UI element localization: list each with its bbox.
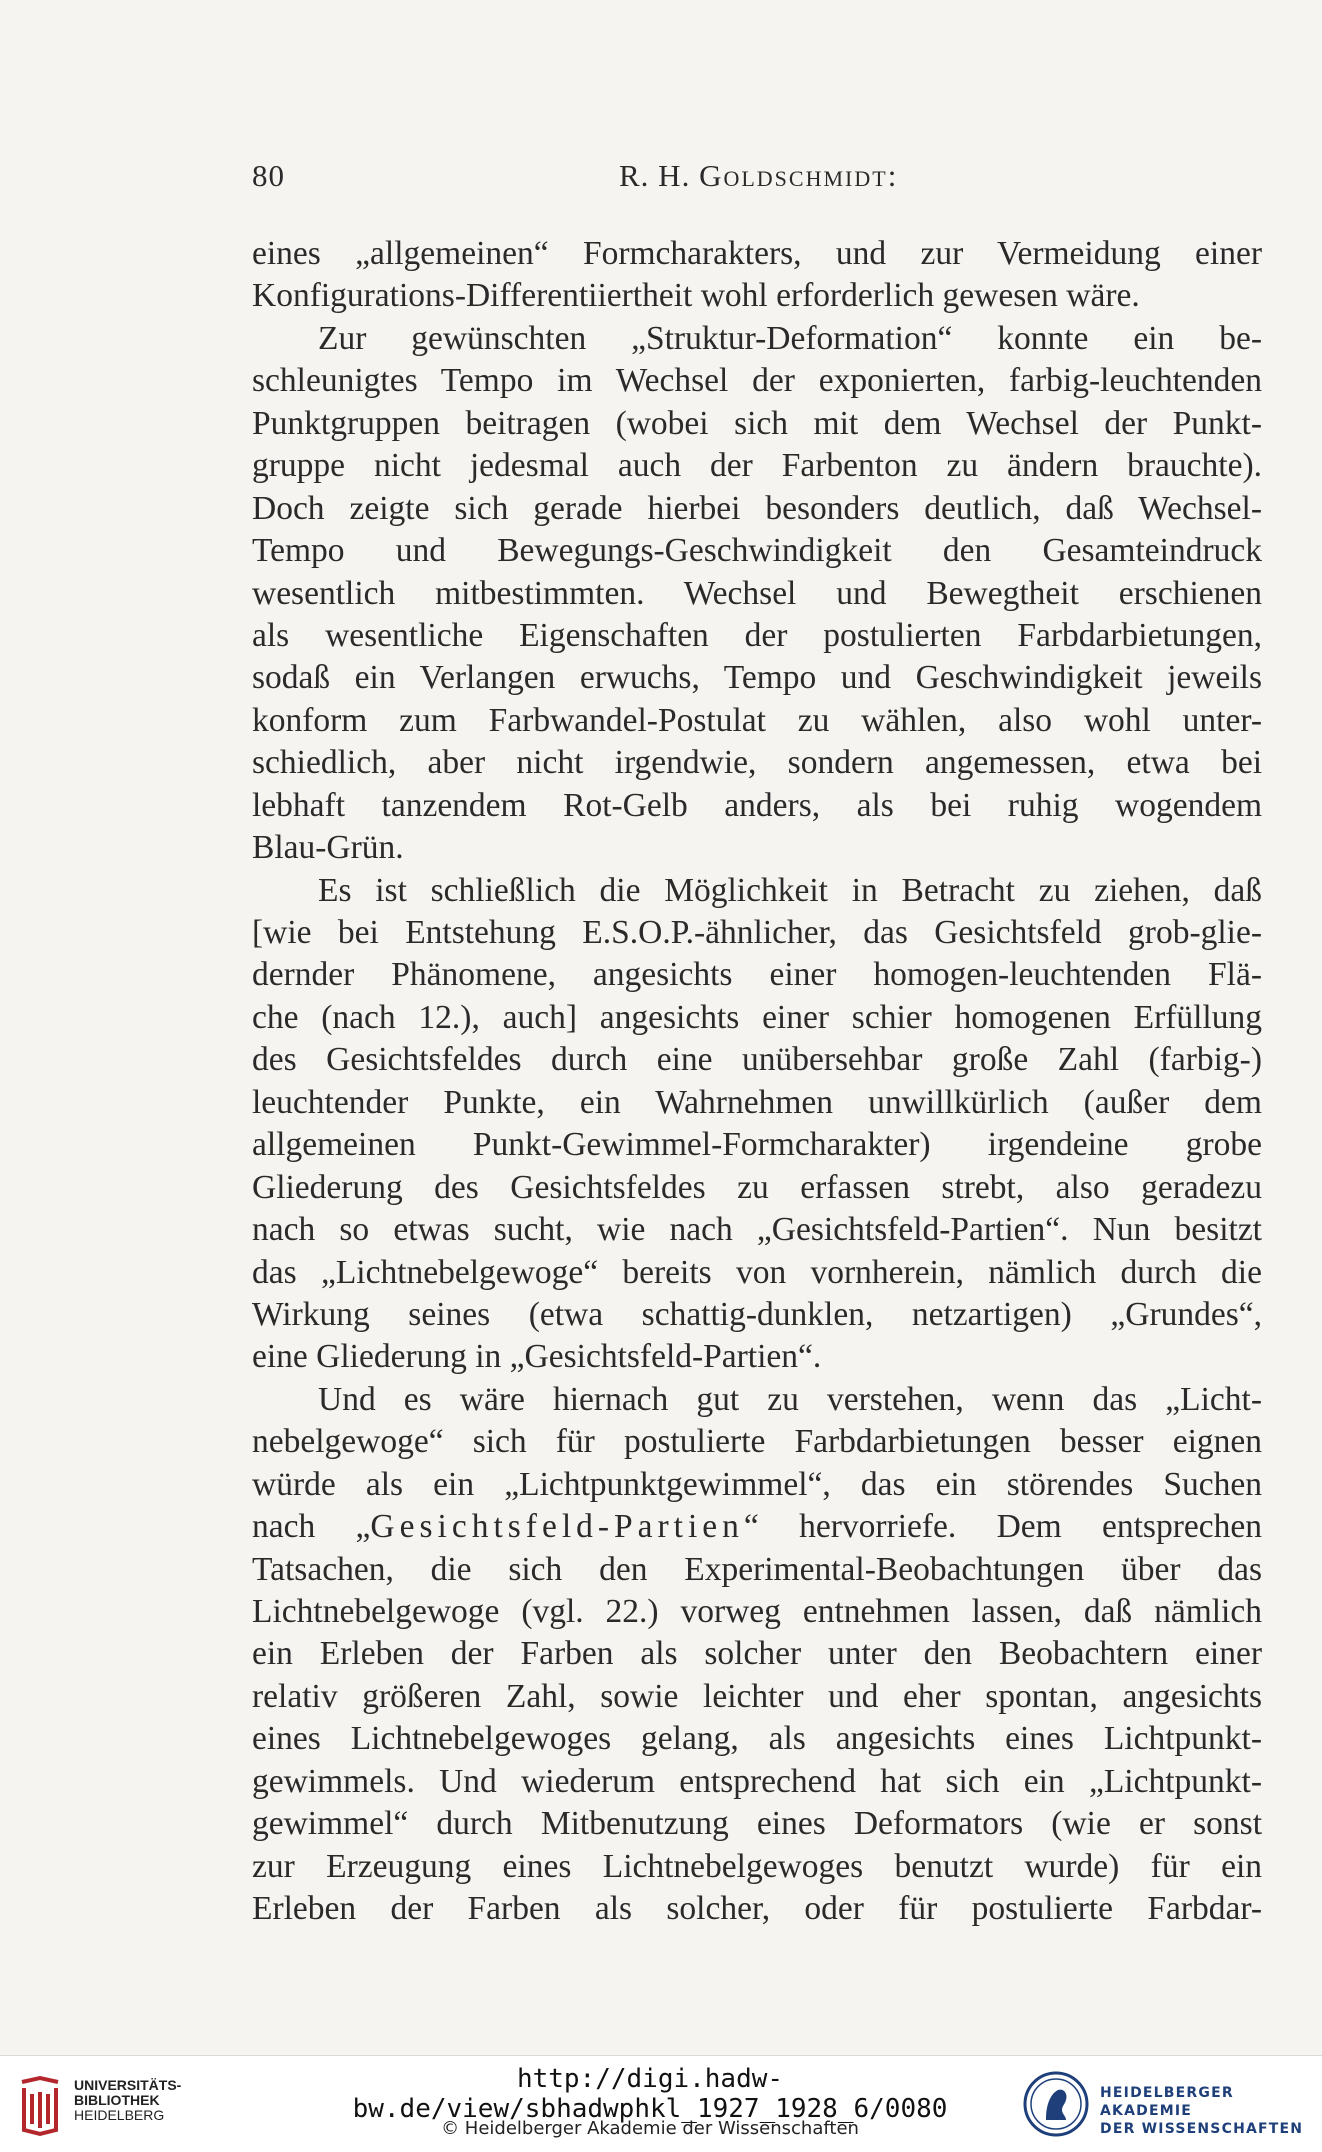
- author-surname: Goldschmidt:: [699, 158, 899, 193]
- text-line: Punktgruppen beitragen (wobei sich mit dem Wechsel der Punkt-: [252, 404, 1262, 442]
- text-line: relativ größeren Zahl, sowie leichter und eher spontan, angesichts: [252, 1677, 1262, 1715]
- text-line: Tatsachen, die sich den Experimental-Beobachtungen über das: [252, 1550, 1262, 1588]
- text-line: zur Erzeugung eines Lichtnebelgewoges benutzt wurde) für ein: [252, 1847, 1262, 1885]
- text-line: Tempo und Bewegungs-Geschwindigkeit den Gesamteindruck: [252, 532, 1262, 570]
- spaced-emphasis: Gesichtsfeld-Partien: [370, 1508, 744, 1546]
- page-number: 80: [252, 158, 285, 193]
- text-line: Erleben der Farben als solcher, oder für postulierte Farbdar-: [252, 1890, 1262, 1928]
- running-head: [252, 158, 1262, 198]
- text-line: Es ist schließlich die Möglichkeit in Betracht zu ziehen, daß: [318, 871, 1262, 909]
- text-line: dernder Phänomene, angesichts einer homogen-leuchtenden Flä-: [252, 956, 1262, 994]
- author-initials: R. H.: [619, 158, 700, 193]
- text-line: eine Gliederung in „Gesichtsfeld-Partien“.: [252, 1338, 822, 1376]
- academy-name-line1: HEIDELBERGER AKADEMIE: [1100, 2085, 1234, 2119]
- text-fragment: nach „: [252, 1508, 371, 1546]
- academy-name-line2: DER WISSENSCHAFTEN: [1100, 2121, 1304, 2137]
- library-name: [74, 2078, 181, 2123]
- body-text: [252, 233, 1262, 1931]
- text-line: gewimmel“ durch Mitbenutzung eines Deformators (wie er sonst: [252, 1805, 1262, 1843]
- text-line: [wie bei Entstehung E.S.O.P.-ähnlicher, das Gesichtsfeld grob-glie-: [252, 914, 1262, 951]
- viewer-footer: [0, 2055, 1322, 2152]
- text-line: che (nach 12.), auch] angesichts einer schier homogenen Erfüllung: [252, 998, 1262, 1036]
- text-line: als wesentliche Eigenschaften der postulierten Farbdarbietungen,: [252, 616, 1262, 654]
- copyright-notice: © Heidelberger Akademie der Wissenschaften: [441, 2118, 859, 2139]
- text-line: Und es wäre hiernach gut zu verstehen, wenn das „Licht-: [318, 1380, 1262, 1418]
- text-line: [252, 1506, 1262, 1548]
- university-library-logo-icon: [14, 2074, 66, 2138]
- text-line: Lichtnebelgewoge (vgl. 22.) vorweg entnehmen lassen, daß nämlich: [252, 1593, 1262, 1630]
- text-line: gewimmels. Und wiederum entsprechend hat sich ein „Lichtpunkt-: [252, 1762, 1262, 1800]
- text-line: konform zum Farbwandel-Postulat zu wählen, also wohl unter-: [252, 701, 1262, 739]
- text-line: würde als ein „Lichtpunktgewimmel“, das ein störendes Suchen: [252, 1465, 1262, 1503]
- text-line: leuchtender Punkte, ein Wahrnehmen unwillkürlich (außer dem: [252, 1083, 1262, 1121]
- text-line: schleunigtes Tempo im Wechsel der exponierten, farbig-leuchtenden: [252, 362, 1262, 400]
- text-line: Konfigurations-Differentiiertheit wohl erforderlich gewesen wäre.: [252, 277, 1140, 315]
- library-name-line1: UNIVERSITÄTS-: [74, 2077, 182, 2093]
- text-line: Zur gewünschten „Struktur-Deformation“ konnte ein be-: [318, 319, 1262, 357]
- text-line: wesentlich mitbestimmten. Wechsel und Bewegtheit erschienen: [252, 574, 1262, 612]
- text-line: nach so etwas sucht, wie nach „Gesichtsfeld-Partien“. Nun besitzt: [252, 1211, 1262, 1249]
- text-line: sodaß ein Verlangen erwuchs, Tempo und Geschwindigkeit jeweils: [252, 659, 1262, 697]
- text-line: Gliederung des Gesichtsfeldes zu erfassen strebt, also geradezu: [252, 1168, 1262, 1206]
- text-line: Wirkung seines (etwa schattig-dunklen, netzartigen) „Grundes“,: [252, 1295, 1262, 1333]
- text-line: allgemeinen Punkt-Gewimmel-Formcharakter) irgendeine grobe: [252, 1126, 1262, 1164]
- text-line: das „Lichtnebelgewoge“ bereits von vornherein, nämlich durch die: [252, 1253, 1262, 1291]
- library-name-line2: BIBLIOTHEK: [74, 2092, 160, 2108]
- text-line: des Gesichtsfeldes durch eine unübersehbar große Zahl (farbig-): [252, 1041, 1262, 1079]
- permalink-url[interactable]: http://digi.hadw-bw.de/view/sbhadwphkl_1927_1928_6/0080: [352, 2064, 948, 2124]
- text-line: eines Lichtnebelgewoges gelang, als angesichts eines Lichtpunkt-: [252, 1720, 1262, 1758]
- library-city: HEIDELBERG: [74, 2107, 165, 2123]
- header-author: [619, 158, 898, 194]
- academy-name: [1100, 2084, 1322, 2138]
- text-line: lebhaft tanzendem Rot-Gelb anders, als bei ruhig wogendem: [252, 786, 1262, 824]
- text-line: schiedlich, aber nicht irgendwie, sondern angemessen, etwa bei: [252, 744, 1262, 782]
- text-line: Doch zeigte sich gerade hierbei besonders deutlich, daß Wechsel-: [252, 489, 1262, 527]
- academy-seal-icon: [1022, 2070, 1090, 2138]
- text-line: gruppe nicht jedesmal auch der Farbenton zu ändern brauchte).: [252, 447, 1262, 485]
- text-line: ein Erleben der Farben als solcher unter den Beobachtern einer: [252, 1635, 1262, 1673]
- text-line: nebelgewoge“ sich für postulierte Farbdarbietungen besser eignen: [252, 1423, 1262, 1461]
- text-line: Blau-Grün.: [252, 829, 404, 867]
- text-line: eines „allgemeinen“ Formcharakters, und zur Vermeidung einer: [252, 235, 1262, 272]
- text-fragment: “ hervorriefe. Dem entsprechen: [743, 1508, 1262, 1546]
